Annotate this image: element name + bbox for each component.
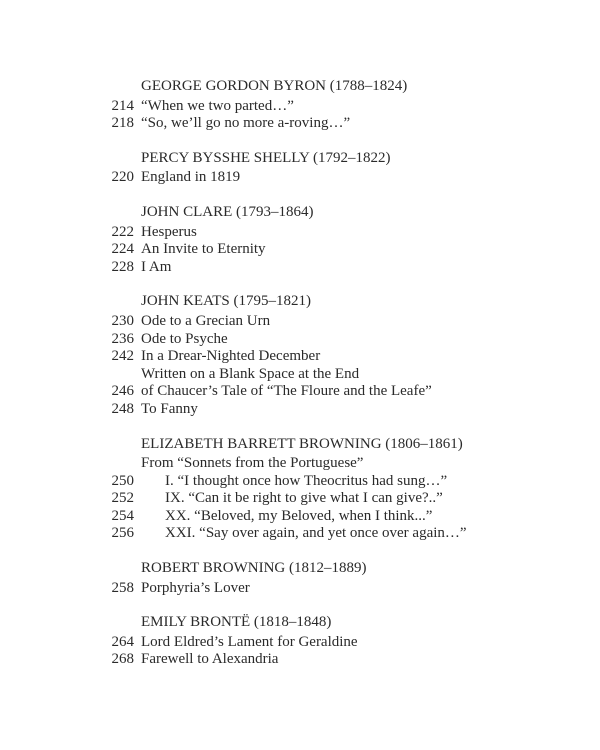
toc-section	[0, 436, 600, 544]
entry-title: An Invite to Eternity	[141, 241, 266, 258]
toc-entry[interactable]	[0, 259, 600, 277]
toc-entry[interactable]	[0, 98, 600, 116]
author-heading	[0, 78, 600, 96]
toc-entry[interactable]	[0, 383, 600, 401]
toc-section	[0, 560, 600, 597]
toc-entry[interactable]	[0, 331, 600, 349]
page-number: 224	[111, 241, 134, 258]
author-name: JOHN CLARE (1793–1864)	[141, 203, 314, 220]
toc-entry[interactable]	[0, 224, 600, 242]
page-number: 254	[111, 507, 134, 524]
page-number: 242	[111, 348, 134, 365]
entry-title: “So, we’ll go no more a-roving…”	[141, 115, 351, 132]
page-number: 250	[111, 472, 134, 489]
toc-entry[interactable]	[0, 473, 600, 491]
toc-entry[interactable]	[0, 401, 600, 419]
page-number: 222	[111, 223, 134, 240]
toc-section	[0, 150, 600, 187]
entry-title: “When we two parted…”	[141, 97, 294, 114]
page-number: 214	[111, 97, 134, 114]
entry-title: I Am	[141, 258, 172, 275]
author-heading	[0, 560, 600, 578]
page-number: 248	[111, 400, 134, 417]
author-heading	[0, 150, 600, 168]
author-heading	[0, 293, 600, 311]
page-number: 246	[111, 383, 134, 400]
page-number: 220	[111, 169, 134, 186]
entry-title: XXI. “Say over again, and yet once over again…”	[165, 525, 467, 542]
toc-entry[interactable]	[0, 490, 600, 508]
entry-title: Lord Eldred’s Lament for Geraldine	[141, 633, 358, 650]
author-name: ROBERT BROWNING (1812–1889)	[141, 560, 367, 577]
toc-entry[interactable]	[0, 241, 600, 259]
entry-title: IX. “Can it be right to give what I can give?..”	[165, 490, 443, 507]
entry-title: Farewell to Alexandria	[141, 651, 279, 668]
page-number: 256	[111, 525, 134, 542]
entry-title: Ode to Psyche	[141, 330, 228, 347]
entry-title: Hesperus	[141, 223, 197, 240]
page-number: 230	[111, 312, 134, 329]
entry-title: Ode to a Grecian Urn	[141, 312, 271, 329]
page-number: 252	[111, 490, 134, 507]
table-of-contents	[0, 78, 600, 686]
toc-section	[0, 204, 600, 276]
author-name: EMILY BRONTË (1818–1848)	[141, 614, 332, 631]
toc-entry[interactable]	[0, 169, 600, 187]
toc-entry[interactable]	[0, 313, 600, 331]
toc-entry[interactable]	[0, 455, 600, 473]
toc-entry[interactable]	[0, 525, 600, 543]
entry-title: of Chaucer’s Tale of “The Floure and the Leafe”	[141, 383, 432, 400]
entry-title: In a Drear-Nighted December	[141, 348, 321, 365]
author-heading	[0, 204, 600, 222]
toc-section	[0, 293, 600, 418]
author-name: GEORGE GORDON BYRON (1788–1824)	[141, 78, 408, 94]
toc-section	[0, 78, 600, 133]
author-name: JOHN KEATS (1795–1821)	[141, 293, 311, 310]
toc-entry[interactable]	[0, 651, 600, 669]
toc-entry[interactable]	[0, 348, 600, 366]
page-number: 268	[111, 651, 134, 668]
entry-title: Porphyria’s Lover	[141, 579, 250, 596]
toc-entry[interactable]	[0, 366, 600, 384]
entry-title: England in 1819	[141, 169, 241, 186]
page-number: 258	[111, 579, 134, 596]
toc-entry[interactable]	[0, 580, 600, 598]
toc-entry[interactable]	[0, 508, 600, 526]
page-number: 236	[111, 330, 134, 347]
entry-title: XX. “Beloved, my Beloved, when I think...”	[165, 507, 433, 524]
page-number: 264	[111, 633, 134, 650]
toc-section	[0, 614, 600, 669]
author-heading	[0, 614, 600, 632]
entry-title: To Fanny	[141, 400, 198, 417]
author-heading	[0, 436, 600, 454]
entry-title: I. “I thought once how Theocritus had sung…”	[165, 472, 448, 489]
author-name: PERCY BYSSHE SHELLY (1792–1822)	[141, 149, 391, 166]
toc-entry[interactable]	[0, 634, 600, 652]
toc-entry[interactable]	[0, 115, 600, 133]
page-number: 218	[111, 115, 134, 132]
page-number: 228	[111, 258, 134, 275]
entry-title: Written on a Blank Space at the End	[141, 365, 360, 382]
author-name: ELIZABETH BARRETT BROWNING (1806–1861)	[141, 435, 463, 452]
entry-title: From “Sonnets from the Portuguese”	[141, 455, 364, 472]
